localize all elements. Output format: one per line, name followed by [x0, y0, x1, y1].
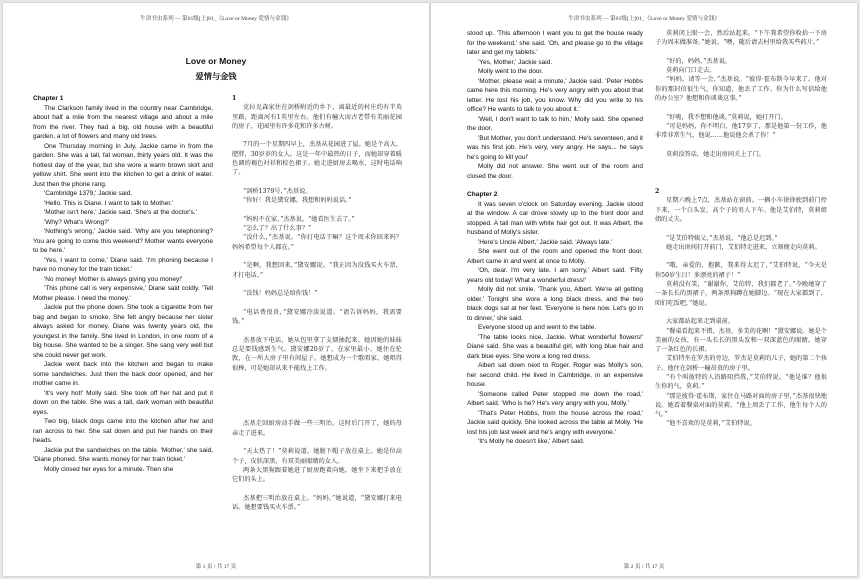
paragraph: One Thursday morning in July, Jackie came in from the garden. She was a tall, fat woman, thirty years old. It was the hottest day of the year, but she wore a warm brown skirt and yellow shirt. She went into the kitchen to get a drink of water. Just then the phone rang.	[33, 142, 213, 188]
paragraph: Jackie put the phone down. She took a cigarette from her bag and began to smoke. She felt angry because her sister always asked for money. Diane was twenty years old, the youngest in the family. She lived in London, in one room of a big house. She wanted to be a singer. She sang very well but she could never get work.	[33, 304, 213, 359]
paragraph: 'Mother, please wait a minute,' Jackie said. 'Peter Hobbs came here this morning. He's very angry with you about that letter. He lost his job, you know. Why did you write to his office? He wants to talk to you about it.'	[467, 77, 643, 113]
paragraph: 两条大黑狗跟着她进了厨房跑着向她。她坐下来把手放在它们的头上。	[232, 466, 402, 484]
paragraph: “没什么，”杰基说。“你打电话干嘛？这个周末你回来吗？妈妈希望每个人都在。”	[232, 234, 402, 251]
paragraph: “他不喜欢的是莫莉，”艾伯特说。	[666, 420, 756, 428]
paragraph: 'No money! Mother is always giving you money!'	[44, 275, 183, 283]
paragraph: 'Mother isn't here,' Jackie said. 'She's at the doctor's.'	[44, 209, 197, 216]
paragraph: stood up. 'This afternoon I want you to get the house ready for the weekend,' she said. 'Oh, and please go to the village later and get my tablets.'	[467, 30, 643, 56]
paragraph: 'Well, I don't want to talk to him,' Molly said. She opened the door.	[467, 115, 643, 132]
chapter-heading-zh: 2	[655, 188, 660, 196]
paragraph: Everyone stood up and went to the table.	[478, 324, 597, 332]
paragraph: Two big, black dogs came into the kitchen after her and ran across to her. She sat down and put her hands on their heads.	[33, 418, 213, 444]
paragraph: “餐桌看起来不错，杰基，多美的花啊！”黛安娜说。她是个美丽的女孩，有一头长长的黑头发和一双深蓝色的眼睛。她穿了一条红色的长裙。	[655, 327, 827, 354]
paragraph: 'Hello. This is Diane. I want to talk to Mother.'	[44, 199, 174, 207]
running-header: 牛津书虫系列 — 第01级[上]01_《Love or Money 爱情与金钱》	[568, 16, 720, 22]
paragraph: The Clarkson family lived in the country near Cambridge, about half a mile from the nearest village and about a mile from the river. They had a big, old house with a beautiful garden, a lot of flowers and many old trees.	[33, 104, 213, 140]
paragraph: 'Here's Uncle Albert,' Jackie said. 'Always late.'	[478, 238, 613, 246]
paragraph: 'This phone call is very expensive,' Diane said coldly. 'Tell Mother please. I need the money.'	[33, 285, 213, 302]
english-column	[467, 29, 643, 559]
running-header: 牛津书虫系列 — 第01级[上]01_《Love or Money 爱情与金钱》	[140, 16, 292, 22]
paragraph: It was seven o'clock on Saturday evening. Jackie stood at the window. A car drove slowly up to the front door and stopped. A tall man with white hair got out. It was Albert, the husband of Molly's sister.	[467, 200, 643, 237]
paragraph: 莫莉向门口走去。	[666, 67, 716, 75]
paragraph: Molly closed her eyes for a minute. Then she	[44, 465, 174, 473]
paragraph: “是啊，我想回来，”黛安娜说。“我正因为没钱买火车票，才打电话。”	[232, 262, 402, 279]
paragraph: 'Nothing's wrong,' Jackie said. 'Why are you telephoning? You are going to come this weekend? Mother wants everyone to be here.'	[33, 228, 213, 254]
paragraph: “哦，亲爱的，抱歉，我来得太迟了，”艾伯特说，“今天是你50岁生日！多漂亮的裙子！”	[655, 262, 827, 279]
paragraph: “剑桥1379号，”杰基说。	[243, 187, 312, 195]
paragraph: 'That's Peter Hobbs, from the house across the road,' Jackie said quickly. She looked across the table at Molly. 'He lost his job last week and he's angry with everyone.'	[467, 409, 643, 436]
paragraph: 'Yes, Mother,' Jackie said.	[478, 58, 553, 66]
paragraph: 'Oh, dear. I'm very late. I am sorry,' Albert said. 'Fifty years old today! What a wonderful dress!'	[467, 267, 643, 284]
title-english: Love or Money	[185, 56, 247, 66]
paragraph: Jackie put the sandwiches on the table. 'Mother,' she said, 'Diane phoned. She wants money for her train ticket.'	[33, 446, 213, 463]
paragraph: 'The table looks nice, Jackie. What wonderful flowers!' Diane said. She was a beautiful girl, with long blue hair and dark blue eyes. She wore a long red dress.	[467, 333, 643, 360]
title-chinese: 爱情与金钱	[195, 71, 237, 81]
paragraph: 星期六晚上7点，杰基站在窗前。一辆小车徐徐驶到前门停下来，一个白头发，高个子的男人下车。他是艾伯特，莫莉姐姐的丈夫。	[655, 197, 827, 223]
paragraph: “好啦，我不想和他谈，”莫莉说，她打开门。	[666, 113, 787, 121]
document-page-1	[3, 3, 429, 576]
paragraph: 艾伯特坐在罗杰的旁边，罗杰是莫莉的儿子，她的第二个孩子。他住在剑桥一幢昂贵的房子里。	[655, 355, 827, 372]
paragraph: Molly did not answer. She went out of the room and closed the door.	[467, 163, 643, 180]
paragraph: 克拉克森家住在剑桥附近的乡下，离最近的村庄约有半英里路，距离河有1英里左右。他们有幢大而古老带有美丽花园的房子，花园里有许多花和许多古树。	[232, 104, 402, 130]
paragraph: 莫莉没答话，她走出房间关上了门。	[666, 150, 765, 158]
document-page-2	[431, 3, 857, 576]
paragraph: 'Cambridge 1379,' Jackie said.	[44, 190, 133, 197]
chapter-heading: Chapter 2	[467, 191, 498, 199]
chinese-column	[232, 94, 402, 554]
paragraph: “妈妈不在家，”杰基说。“她看医生去了。”	[243, 215, 355, 223]
paragraph: 莫莉闭上眼一会，然后站起来。“下午我希望你收拾一下房子为周末做准备。”她说。“噢，随后请去村里给我买些药片。”	[655, 30, 827, 47]
paragraph: Albert sat down next to Roger. Roger was Molly's son, her second child. He lived in Cambridge, in an expensive house.	[467, 362, 643, 389]
page-footer: 第 2 页 / 共 17 页	[623, 564, 665, 570]
paragraph: “有个叫彼特的人沿路阻挡我，”艾伯特说。“他是谁？他很生你的气，莫莉。”	[655, 373, 827, 391]
paragraph: “妈妈，请等一会，”杰基说。“彼得·霍布斯今早来了。他对你的那封信很生气，你知道，他丢了工作。你为什么写信给他的办公室？他想和你谈谈这事。”	[655, 76, 827, 103]
paragraph: 'Yes, I want to come,' Diane said. 'I'm phoning because I have no money for the train ticket.'	[33, 256, 213, 273]
paragraph: “天太热了！”莫莉说道。她脱下帽子放在桌上。她是位高个子，皮肤深黑，有双美丽眼睛的女人。	[232, 448, 402, 465]
paragraph: “怎么了？出了什么事？”	[243, 225, 312, 233]
paragraph: “好的，妈妈，”杰基说。	[666, 57, 732, 65]
paragraph: 'Why? What's Wrong?'	[44, 218, 110, 226]
paragraph: 7月的一个星期四早上，杰基从花园进了屋。她是个高大、肥胖，30岁岁的女人。这是一年中最热的日子，而她却穿着暖色调的褐色衬衫和棕色裙子。她走进厨房去喝水，这时电话响了。	[232, 141, 402, 177]
chapter-heading-zh: 1	[232, 95, 237, 102]
paragraph: 'Someone called Peter stopped me down the road,' Albert said. 'Who is he? He's very angry with you, Molly.'	[467, 390, 643, 408]
paragraph: 莫莉没有笑，“谢谢你，艾伯特，我们都老了。”今晚她穿了一条长长的黑裙子，两条黑狗蹲在她脚边。“现在大家都到了，咱们吃饭吧，”她说。	[655, 281, 827, 307]
paragraph: “是艾伯特姨父，”杰基说，“他总是迟到。”	[666, 234, 778, 242]
chapter-heading: Chapter 1	[33, 95, 64, 102]
paragraph: Jackie went back into the kitchen and began to make some sandwiches. Just then the back door opened, and her mother came in.	[33, 361, 213, 387]
paragraph: “你好！我是黛安娜。我想和妈妈说话。”	[243, 197, 352, 205]
paragraph: 杰基把三明治放在桌上。“妈妈，”她说道，“黛安娜打来电话。她想要钱买火车票。”	[232, 494, 402, 512]
paragraph: 大家都站起来走到桌前。	[666, 318, 735, 326]
paragraph: Molly did not smile. 'Thank you, Albert. We're all getting older.' Tonight she wore a long black dress, and the two black dogs sat at her feet. 'Everyone is here now. Let's go in to dinner,' she said.	[467, 286, 643, 322]
paragraph: 'It's Molly he doesn't like,' Albert said.	[478, 438, 585, 446]
paragraph: 'But Mother, you don't understand. He's seventeen, and it was his first job. He's very, very angry. He says... he says he's going to kill you!'	[467, 134, 643, 161]
paragraph: 杰基放下电话，她从包里拿了支烟抽起来。她因她的妹妹总是要钱感到生气。黛安娜20岁了，在家里最小。她住在伦敦，在一所大房子里有间屋子。她想成为一个歌唱家。她唱得很棒，可是她却从来不能找上工作。	[232, 336, 402, 372]
chinese-column	[655, 29, 827, 559]
paragraph: “可是妈妈，你不明白，他17岁了，那是他第一份工作，他非常非常生气，他说……他说他会杀了你！”	[655, 122, 827, 140]
english-column	[33, 94, 213, 554]
paragraph: 她走出房间打开前门，艾伯特走进来，立刻便走向莫莉。	[666, 243, 821, 251]
paragraph: 'It's very hot!' Molly said. She took off her hat and put it down on the table. She was a tall, dark woman with beautiful eyes.	[33, 389, 213, 416]
paragraph: She went out of the room and opened the front door. Albert came in and went at once to Molly.	[467, 248, 643, 265]
paragraph: “没钱！妈妈总是给你钱！”	[243, 290, 318, 298]
paragraph: 杰基走回厨房动手做一些三明治。这时后门开了，她的母亲走了进来。	[232, 420, 402, 437]
page-footer: 第 1 页 / 共 17 页	[195, 564, 237, 570]
paragraph: “电话费很贵，”黛安娜冷淡说道。“请告诉妈妈，我需要钱。”	[232, 308, 402, 326]
paragraph: Molly went to the door.	[478, 68, 544, 75]
paragraph: “那是彼得·霍布斯，家住在马路对面的房子里，”杰基很快地说。她看着餐桌对面的莫莉。“他上周丢了工作，他生每个人的气。”	[655, 392, 827, 419]
